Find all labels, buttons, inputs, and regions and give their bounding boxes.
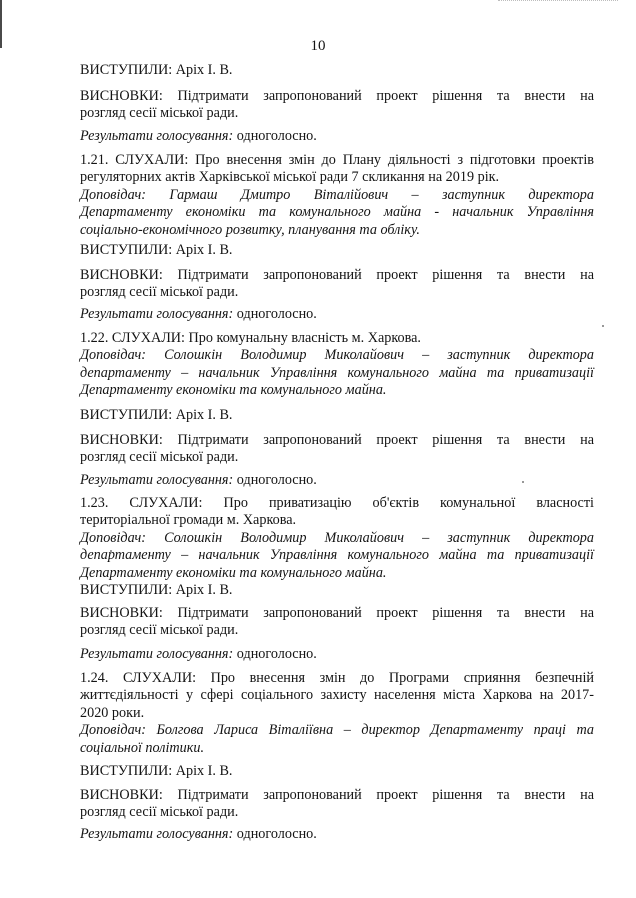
- speaker-line-3: соціально-економічного розвитку, планування та обліку.: [80, 221, 420, 238]
- agenda-item-heading-line-3: 2020 роки.: [80, 704, 145, 721]
- speakers-line: [80, 407, 594, 424]
- conclusions-paragraph: [80, 787, 594, 822]
- speaker-line-3: Департаменту економіки та комунального майна.: [80, 564, 387, 581]
- conclusions-paragraph: [80, 88, 594, 123]
- conclusions-line-2: розгляд сесії міської ради.: [80, 284, 239, 301]
- agenda-item-1-21: [80, 152, 594, 239]
- speakers-text: ВИСТУПИЛИ: Аріх І. В.: [80, 242, 233, 258]
- agenda-item-heading-line-1: 1.23. СЛУХАЛИ: Про приватизацію об'єктів комунальної власності: [80, 495, 594, 511]
- speakers-text: ВИСТУПИЛИ: Аріх І. В.: [80, 582, 233, 599]
- speakers-text: ВИСТУПИЛИ: Аріх І. В.: [80, 407, 233, 423]
- agenda-item-heading-line-2: регуляторних актів Харківської міської ради 7 скликання на 2019 рік.: [80, 169, 500, 186]
- agenda-item-1-23: [80, 495, 594, 599]
- conclusions-paragraph: [80, 605, 594, 640]
- speaker-line-2: соціальної політики.: [80, 739, 205, 756]
- speaker-line-2: департаменту – начальник Управління комунального майна та приватизації: [80, 364, 594, 381]
- agenda-item-1-24: [80, 670, 594, 757]
- agenda-item-heading-line-1: 1.24. СЛУХАЛИ: Про внесення змін до Програми сприяння безпечній: [80, 670, 594, 686]
- speaker-line-1: Доповідач: Болгова Лариса Віталіївна – директор Департаменту праці та: [80, 722, 594, 739]
- speakers-text: ВИСТУПИЛИ: Аріх І. В.: [80, 62, 233, 78]
- voting-results-label: Результати голосування:: [80, 306, 234, 322]
- agenda-item-heading-line-1: 1.22. СЛУХАЛИ: Про комунальну власність м. Харкова.: [80, 330, 421, 346]
- voting-results-label: Результати голосування:: [80, 826, 234, 842]
- speakers-line: [80, 763, 594, 780]
- agenda-item-heading-line-2: територіальної громади м. Харкова.: [80, 512, 297, 529]
- speaker-line-2: департаменту – начальник Управління комунального майна та приватизації: [80, 547, 594, 564]
- speaker-line-3: Департаменту економіки та комунального майна.: [80, 382, 387, 399]
- conclusions-line-2: розгляд сесії міської ради.: [80, 622, 239, 639]
- speaker-line-1: Доповідач: Солошкін Володимир Миколайович – заступник директора: [80, 347, 594, 364]
- page-number: 10: [310, 38, 326, 54]
- voting-results-value: одноголосно.: [233, 646, 317, 662]
- conclusions-line-1: ВИСНОВКИ: Підтримати запропонований проект рішення та внести на: [80, 267, 594, 283]
- conclusions-line-1: ВИСНОВКИ: Підтримати запропонований проект рішення та внести на: [80, 432, 594, 448]
- speakers-text: ВИСТУПИЛИ: Аріх І. В.: [80, 763, 233, 779]
- voting-results: [80, 826, 594, 843]
- speakers-line: [80, 242, 594, 259]
- voting-results-value: одноголосно.: [233, 826, 317, 842]
- conclusions-line-2: розгляд сесії міської ради.: [80, 804, 239, 821]
- voting-results-value: одноголосно.: [233, 128, 317, 144]
- speakers-line: [80, 62, 594, 79]
- conclusions-line-2: розгляд сесії міської ради.: [80, 449, 239, 466]
- agenda-item-heading-line-2: життєдіяльності у сфері соціального захисту населення міста Харкова на 2017-: [80, 687, 594, 704]
- speaker-line-1: Доповідач: Гармаш Дмитро Віталійович – заступник директора: [80, 186, 594, 203]
- scan-speck: [602, 325, 604, 327]
- voting-results: [80, 128, 594, 145]
- agenda-item-heading-line-1: 1.21. СЛУХАЛИ: Про внесення змін до Плану діяльності з підготовки проектів: [80, 152, 594, 168]
- scan-corner-mark: [498, 0, 618, 5]
- conclusions-line-1: ВИСНОВКИ: Підтримати запропонований проект рішення та внести на: [80, 787, 594, 803]
- voting-results: [80, 646, 594, 663]
- voting-results: [80, 472, 594, 489]
- conclusions-line-1: ВИСНОВКИ: Підтримати запропонований проект рішення та внести на: [80, 605, 594, 621]
- voting-results-label: Результати голосування:: [80, 646, 234, 662]
- conclusions-line-2: розгляд сесії міської ради.: [80, 105, 239, 122]
- voting-results-value: одноголосно.: [233, 306, 317, 322]
- voting-results-label: Результати голосування:: [80, 128, 234, 144]
- speaker-line-2: Департаменту економіки та комунального майна - начальник Управління: [80, 204, 594, 221]
- voting-results-label: Результати голосування:: [80, 472, 234, 488]
- voting-results: [80, 306, 594, 323]
- conclusions-line-1: ВИСНОВКИ: Підтримати запропонований проект рішення та внести на: [80, 88, 594, 104]
- conclusions-paragraph: [80, 267, 594, 302]
- agenda-item-1-22: [80, 330, 594, 400]
- speaker-line-1: Доповідач: Солошкін Володимир Миколайович – заступник директора: [80, 529, 594, 546]
- conclusions-paragraph: [80, 432, 594, 467]
- voting-results-value: одноголосно.: [233, 472, 317, 488]
